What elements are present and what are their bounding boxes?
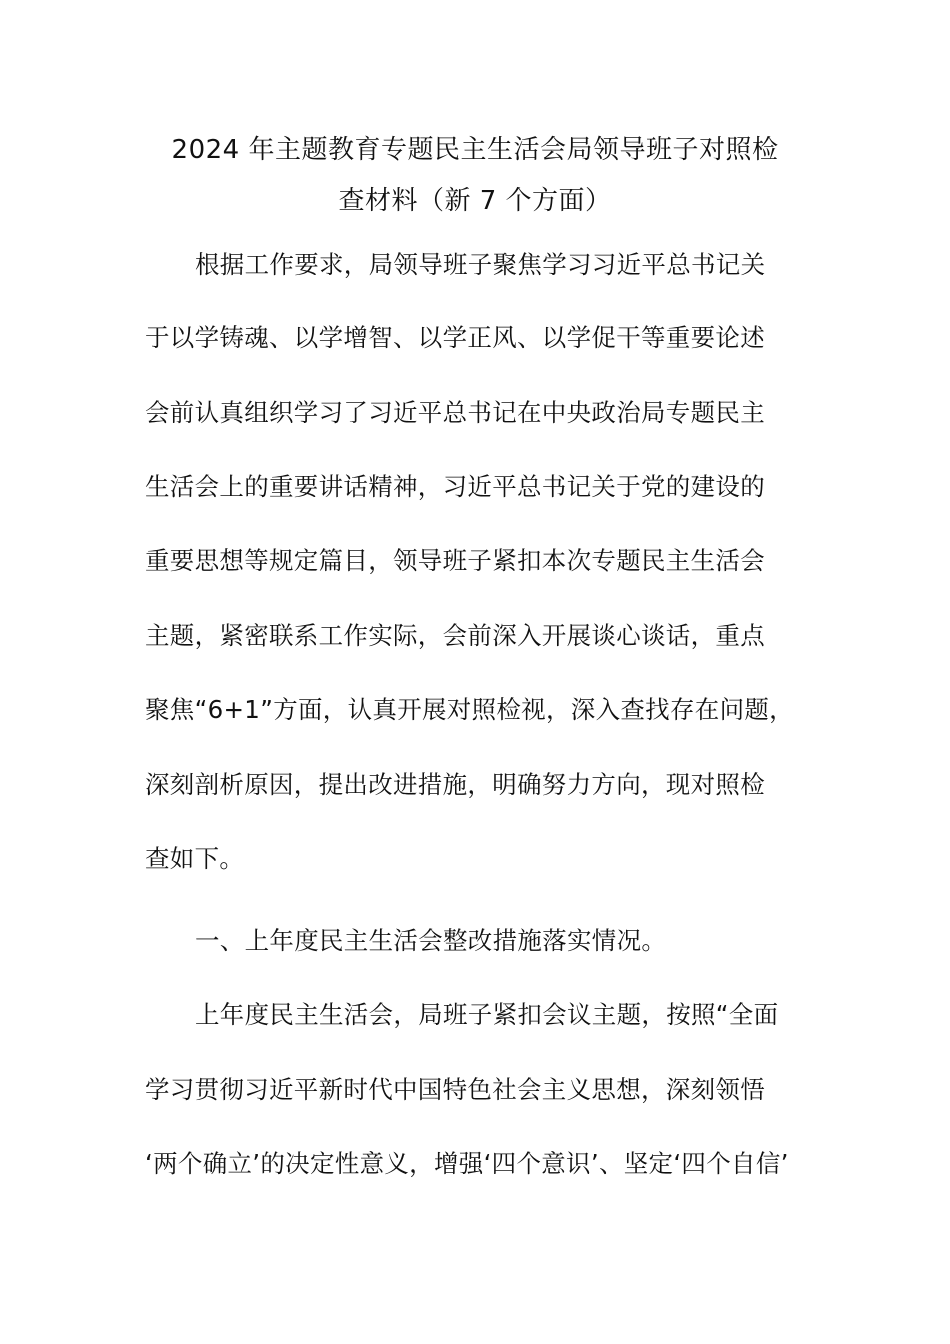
paragraph-line: 会前认真组织学习了习近平总书记在中央政治局专题民主 [145, 398, 765, 427]
paragraph-line: 聚焦“6+1”方面，认真开展对照检视，深入查找存在问题， [145, 695, 794, 724]
paragraph-line: ‘两个确立’的决定性意义，增强‘四个意识’、坚定‘四个自信’ [145, 1149, 789, 1178]
paragraph-line: 深刻剖析原因，提出改进措施，明确努力方向，现对照检 [145, 770, 765, 799]
document-title-line-1: 2024 年主题教育专题民主生活会局领导班子对照检 [171, 135, 779, 165]
paragraph-line: 查如下。 [145, 844, 245, 873]
section-heading: 一、上年度民主生活会整改措施落实情况。 [195, 926, 667, 955]
paragraph-line: 于以学铸魂、以学增智、以学正风、以学促干等重要论述 [145, 323, 765, 352]
paragraph-line: 重要思想等规定篇目，领导班子紧扣本次专题民主生活会 [145, 546, 765, 575]
paragraph-line: 根据工作要求，局领导班子聚焦学习习近平总书记关 [195, 250, 766, 279]
paragraph-line: 学习贯彻习近平新时代中国特色社会主义思想，深刻领悟 [145, 1075, 765, 1104]
paragraph-line: 上年度民主生活会，局班子紧扣会议主题，按照“全面 [195, 1000, 779, 1029]
document-title-line-2: 查材料（新 7 个方面） [338, 186, 612, 216]
paragraph-line: 生活会上的重要讲话精神，习近平总书记关于党的建设的 [145, 472, 765, 501]
paragraph-line: 主题，紧密联系工作实际，会前深入开展谈心谈话，重点 [145, 621, 765, 650]
